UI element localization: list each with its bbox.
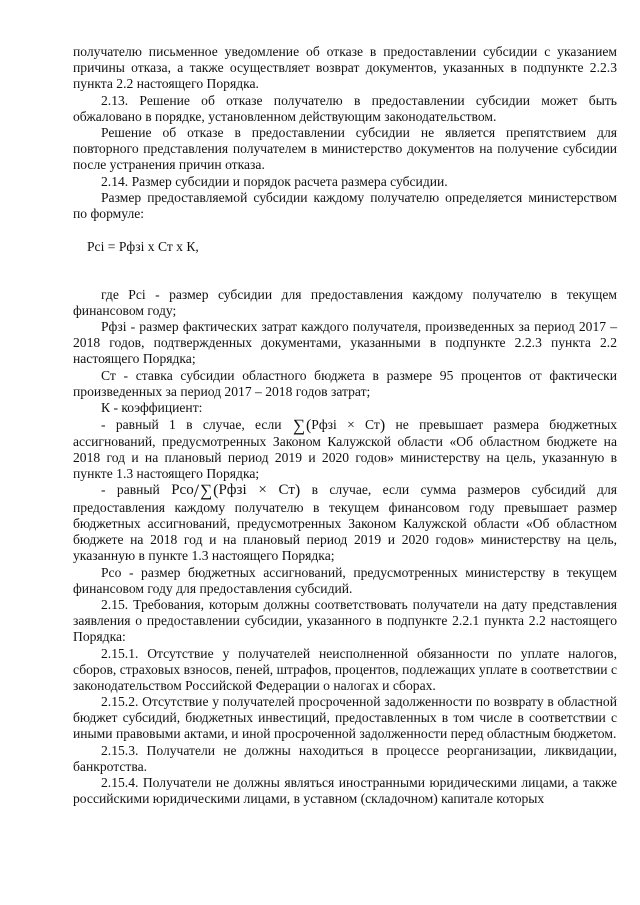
close-paren: ) [379, 416, 386, 434]
sum-symbol: ∑ [200, 481, 213, 500]
paragraph-refusal-notice: получателю письменное уведомление об отказе в предоставлении субсидии с указанием причины отказа, а также осуществляет возврат документов, указанных в подпункте 2.2.3 пункта 2.2 настоящего Порядка. [73, 44, 617, 91]
definition-rso: Рсо - размер бюджетных ассигнований, предусмотренных министерству в текущем финансовом году для предоставления субсидий. [73, 564, 617, 596]
ratio-formula [171, 481, 301, 502]
sum-term: Рфзі × Ст [218, 482, 295, 498]
definition-rsi: где Рсі - размер субсидии для предоставления каждому получателю в текущем финансовом году; [73, 286, 617, 318]
spacer [73, 223, 617, 239]
sum-term: Рфзі × Ст [311, 416, 380, 432]
paragraph-2-14: 2.14. Размер субсидии и порядок расчета размера субсидии. [101, 173, 448, 189]
open-paren: ( [213, 482, 219, 499]
close-paren: ) [294, 482, 301, 499]
division-slash: / [193, 481, 199, 502]
case-one-text: не превышает размера бюджетных ассигнований, предусмотренных Законом Калужской области «Об областном бюджете на 2018 год и на плановый период 2019 и 2020 годов» министерству на цель, указанную в пункте 1.3 настоящего Порядка; [73, 416, 617, 481]
case-two-text: в случае, если сумма размеров субсидий для предоставления каждому получателю в текущем финансовом году превышает размер бюджетных ассигнований, предусмотренных Законом Калужской области «Об областном бюджете на 2018 год и на плановый период 2019 и 2020 годов» министерству на цель, указанную в пункте 1.3 настоящего Порядка; [73, 482, 618, 563]
paragraph-resubmission: Решение об отказе в предоставлении субсидии не является препятствием для повторного представления получателем в министерство документов на получение субсидии после устранения причин отказа. [73, 125, 617, 172]
rso-symbol: Рсо [171, 482, 194, 498]
paragraph-2-15-1: 2.15.1. Отсутствие у получателей неисполненной обязанности по уплате налогов, сборов, страховых взносов, пеней, штрафов, процентов, подлежащих уплате в соответствии с законодательством Российской Федерации о налогах и сборах. [73, 645, 617, 693]
paragraph-2-15-2: 2.15.2. Отсутствие у получателей просроченной задолженности по возврату в областной бюджет субсидий, бюджетных инвестиций, предоставленных в том числе в соответствии с иными правовыми актами, и иной просроченной задолженности перед областным бюджетом. [73, 694, 617, 741]
sum-formula [292, 415, 386, 435]
spacer [73, 255, 617, 271]
paragraph-formula-intro: Размер предоставляемой субсидии каждому получателю определяется министерством по формуле: [73, 190, 617, 221]
paragraph-2-15-4: 2.15.4. Получатели не должны являться иностранными юридическими лицами, а также российскими юридическими лицами, в уставном (складочном) капитале которых [73, 775, 617, 806]
document-page [73, 44, 617, 808]
case-one-lead: - равный 1 в случае, если [101, 416, 282, 432]
spacer [73, 271, 617, 287]
sum-symbol: ∑ [292, 415, 305, 435]
definition-rfzi: Рфзі - размер фактических затрат каждого получателя, произведенных за период 2017 – 2018 годов, подтвержденных документами, указанными в подпункте 2.2.3 пункта 2.2 настоящего Порядка; [73, 319, 617, 366]
coefficient-case-one [73, 417, 617, 482]
formula-line: Рсі = Рфзі х Ст х К, [87, 238, 199, 254]
definition-k: К - коэффициент: [101, 400, 203, 415]
paragraph-2-13: 2.13. Решение об отказе получателю в предоставлении субсидии может быть обжаловано в порядке, установленном действующим законодательством. [73, 92, 617, 124]
coefficient-case-two [73, 482, 617, 564]
paragraph-2-15-3: 2.15.3. Получатели не должны находиться в процессе реорганизации, ликвидации, банкротства. [73, 742, 617, 774]
definition-st: Ст - ставка субсидии областного бюджета в размере 95 процентов от фактически произведенных за период 2017 – 2018 годов затрат; [73, 367, 617, 399]
case-two-lead: - равный [101, 482, 160, 497]
paragraph-2-15: 2.15. Требования, которым должны соответствовать получатели на дату представления заявления о предоставлении субсидии, указанного в подпункте 2.2.1 пункта 2.2 настоящего Порядка: [73, 597, 617, 644]
open-paren: ( [305, 416, 312, 434]
